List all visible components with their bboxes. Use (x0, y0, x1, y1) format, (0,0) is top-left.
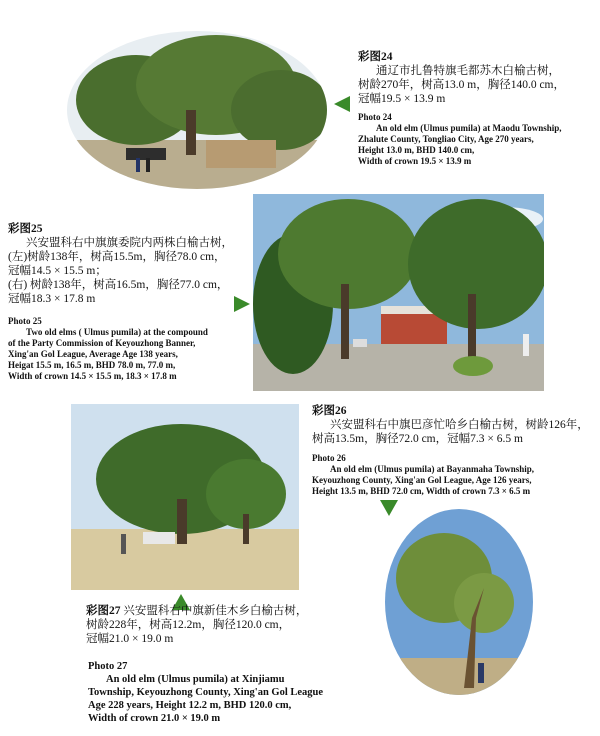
caption-24-cn-line: 通辽市扎鲁特旗毛都苏木白榆古树， (376, 65, 560, 77)
caption-27-cn-line: 冠幅21.0 × 19.0 m (86, 633, 174, 645)
photo-25-image (253, 194, 544, 391)
caption-25-cn-label: 彩图25 (8, 223, 43, 235)
photo-26-image (384, 508, 534, 696)
caption-25-cn-line: (左)树龄138年，树高15.5m，胸径78.0 cm， (8, 251, 226, 263)
caption-27-cn-line: 树龄228年，树高12.2m，胸径120.0 cm， (86, 619, 291, 631)
caption-26-cn-line: 兴安盟科右中旗巴彦忙哈乡白榆古树，树龄126年， (330, 419, 589, 431)
arrow-24-icon (334, 96, 350, 112)
caption-24-cn-line: 树龄270年，树高13.0 m，胸径140.0 cm， (358, 79, 565, 91)
caption-24-en-line: Zhalute County, Tongliao City, Age 270 years, (358, 134, 534, 144)
caption-25-en-line: Width of crown 14.5 × 15.5 m, 18.3 × 17.8 m (8, 371, 177, 381)
caption-27-en (88, 660, 368, 725)
caption-25-cn (8, 222, 248, 306)
caption-27-en-label: Photo 27 (88, 661, 128, 672)
caption-26-cn-label: 彩图26 (312, 405, 347, 417)
caption-24-cn (358, 50, 598, 106)
arrow-25-icon (234, 296, 250, 312)
caption-25-en-line: Heigat 15.5 m, 16.5 m, BHD 78.0 m, 77.0 m, (8, 360, 176, 370)
caption-27-en-line: An old elm (Ulmus pumila) at Xinjiamu (106, 674, 285, 685)
caption-25-en-line: Two old elms ( Ulmus pumila) at the compound (26, 327, 208, 337)
caption-25-cn-line: 冠幅14.5 × 15.5 m； (8, 265, 107, 277)
caption-24-cn-label: 彩图24 (358, 51, 393, 63)
caption-25-en (8, 316, 248, 382)
caption-25-en-line: of the Party Commission of Keyouzhong Banner, (8, 338, 196, 348)
photo-27-image (71, 404, 299, 590)
caption-27-en-line: Township, Keyouzhong County, Xing'an Gol League (88, 687, 324, 698)
caption-27-cn (86, 604, 326, 646)
caption-24-en-label: Photo 24 (358, 112, 392, 122)
caption-26-cn-line: 树高13.5m，胸径72.0 cm，冠幅7.3 × 6.5 m (312, 433, 523, 445)
caption-27-en-line: Age 228 years, Height 12.2 m, BHD 120.0 cm, (88, 700, 292, 711)
caption-24-en (358, 112, 598, 167)
caption-26-en-label: Photo 26 (312, 453, 346, 463)
caption-26-en-line: Height 13.5 m, BHD 72.0 cm, Width of crown 7.3 × 6.5 m (312, 486, 531, 496)
caption-24-en-line: An old elm (Ulmus pumila) at Maodu Township, (376, 123, 562, 133)
caption-25-en-label: Photo 25 (8, 316, 42, 326)
caption-25-cn-line: 兴安盟科右中旗旗委院内两株白榆古树， (26, 237, 233, 249)
caption-26-en-line: Keyouzhong County, Xing'an Gol League, Age 126 years, (312, 475, 532, 485)
caption-26-cn (312, 404, 598, 446)
photo-24-image (66, 30, 328, 190)
caption-25-cn-line: 冠幅18.3 × 17.8 m (8, 293, 96, 305)
caption-26-en-line: An old elm (Ulmus pumila) at Bayanmaha Township, (330, 464, 535, 474)
caption-27-cn-line: 兴安盟科右中旗新佳木乡白榆古树， (123, 605, 308, 617)
caption-24-en-line: Width of crown 19.5 × 13.9 m (358, 156, 472, 166)
caption-25-en-line: Xing'an Gol League, Average Age 138 years, (8, 349, 178, 359)
caption-27-en-line: Width of crown 21.0 × 19.0 m (88, 713, 221, 724)
caption-24-cn-line: 冠幅19.5 × 13.9 m (358, 93, 446, 105)
caption-24-en-line: Height 13.0 m, BHD 140.0 cm, (358, 145, 475, 155)
caption-25-cn-line: (右) 树龄138年，树高16.5m，胸径77.0 cm， (8, 279, 229, 291)
caption-27-cn-label: 彩图27 (86, 605, 121, 617)
caption-26-en (312, 453, 598, 497)
